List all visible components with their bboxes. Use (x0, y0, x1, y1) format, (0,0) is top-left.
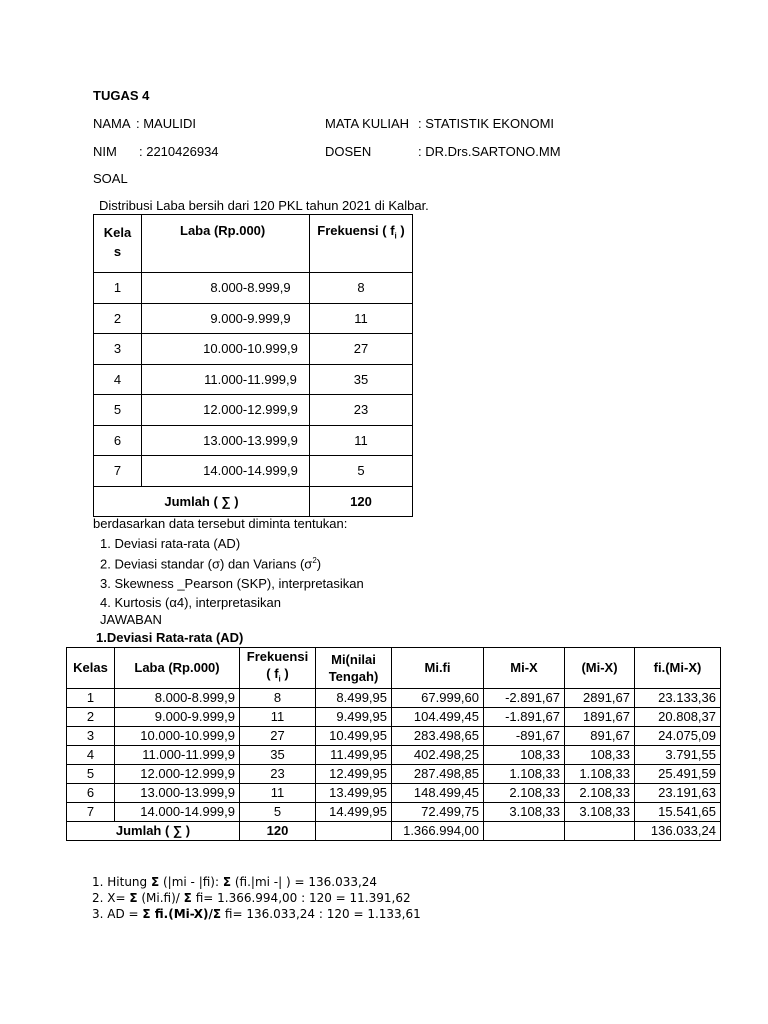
cell-mi: 11.499,95 (316, 745, 392, 764)
cell-mifi: 287.498,85 (392, 764, 484, 783)
cell-f: 11 (310, 425, 413, 456)
table-row (94, 395, 413, 426)
cell-fimix: 20.808,37 (635, 707, 721, 726)
table-row (67, 726, 721, 745)
nim-value: : 2210426934 (139, 144, 219, 159)
cell-mixabs: 3.108,33 (565, 802, 635, 821)
cell-mix: 3.108,33 (484, 802, 565, 821)
t2-total-f: 120 (240, 821, 316, 840)
table-row (67, 745, 721, 764)
dosen-label: DOSEN (325, 144, 372, 159)
cell-mifi: 72.499,75 (392, 802, 484, 821)
cell-f: 5 (240, 802, 316, 821)
cell-mifi: 104.499,45 (392, 707, 484, 726)
t2-total-empty (316, 821, 392, 840)
t2-total-label: Jumlah ( ∑ ) (67, 821, 240, 840)
cell-laba: 9.000-9.999,9 (115, 707, 240, 726)
cell-laba: 10.000-10.999,9 (142, 334, 310, 365)
answer-1: 1. Hitung Σ (|mi - |fi): Σ (fi.|mi -| ) = 136.033,24 (92, 875, 378, 889)
cell-mixabs: 891,67 (565, 726, 635, 745)
table-row (94, 273, 413, 304)
section-title-ad: 1.Deviasi Rata-rata (AD) (96, 630, 244, 645)
page-title: TUGAS 4 (93, 88, 150, 103)
cell-f: 8 (310, 273, 413, 304)
cell-f: 11 (240, 707, 316, 726)
nim-label: NIM (93, 144, 117, 159)
cell-laba: 8.000-8.999,9 (142, 273, 310, 304)
col-header-kelas: Kela s (94, 215, 142, 273)
col-mi: Mi(nilai Tengah) (316, 648, 392, 689)
cell-mix: -1.891,67 (484, 707, 565, 726)
table-row (94, 334, 413, 365)
cell-fimix: 24.075,09 (635, 726, 721, 745)
mata-kuliah-label: MATA KULIAH (325, 116, 410, 131)
table-row (94, 303, 413, 334)
cell-f: 23 (310, 395, 413, 426)
question-3: 3. Skewness _Pearson (SKP), interpretasikan (100, 576, 364, 591)
cell-kelas: 2 (67, 707, 115, 726)
table-row (67, 764, 721, 783)
table-row (67, 707, 721, 726)
cell-kelas: 1 (67, 688, 115, 707)
cell-kelas: 3 (67, 726, 115, 745)
cell-mi: 13.499,95 (316, 783, 392, 802)
cell-mix: 1.108,33 (484, 764, 565, 783)
t2-total-mifi: 1.366.994,00 (392, 821, 484, 840)
distribution-table (93, 214, 413, 517)
soal-label: SOAL (93, 171, 128, 186)
cell-kelas: 5 (67, 764, 115, 783)
cell-f: 11 (240, 783, 316, 802)
jawaban-label: JAWABAN (100, 612, 162, 627)
intro-text: Distribusi Laba bersih dari 120 PKL tahun 2021 di Kalbar. (99, 198, 429, 213)
table-row (94, 456, 413, 487)
col-laba: Laba (Rp.000) (115, 648, 240, 689)
question-1: 1. Deviasi rata-rata (AD) (100, 536, 241, 551)
col-mix: Mi-X (484, 648, 565, 689)
cell-laba: 10.000-10.999,9 (115, 726, 240, 745)
cell-kelas: 4 (94, 364, 142, 395)
cell-mi: 10.499,95 (316, 726, 392, 745)
cell-mix: -891,67 (484, 726, 565, 745)
table-row (94, 425, 413, 456)
cell-laba: 11.000-11.999,9 (115, 745, 240, 764)
nama-value: : MAULIDI (136, 116, 196, 131)
cell-mix: -2.891,67 (484, 688, 565, 707)
cell-mixabs: 108,33 (565, 745, 635, 764)
cell-f: 27 (310, 334, 413, 365)
answer-2: 2. X= Σ (Mi.fi)/ Σ fi= 1.366.994,00 : 120 = 11.391,62 (92, 891, 411, 905)
cell-mi: 9.499,95 (316, 707, 392, 726)
total-value: 120 (310, 486, 413, 517)
cell-laba: 11.000-11.999,9 (142, 364, 310, 395)
cell-fimix: 3.791,55 (635, 745, 721, 764)
cell-laba: 13.000-13.999,9 (142, 425, 310, 456)
cell-f: 23 (240, 764, 316, 783)
table-row (67, 783, 721, 802)
col-frekuensi: Frekuensi ( $f_i$ ) (240, 648, 316, 689)
cell-f: 5 (310, 456, 413, 487)
nama-label: NAMA (93, 116, 131, 131)
cell-laba: 12.000-12.999,9 (115, 764, 240, 783)
table-row (67, 802, 721, 821)
cell-f: 35 (310, 364, 413, 395)
cell-mi: 12.499,95 (316, 764, 392, 783)
mata-kuliah-value: : STATISTIK EKONOMI (418, 116, 555, 131)
col-header-frekuensi: Frekuensi ( $f_i$ ) (310, 215, 413, 273)
cell-mifi: 148.499,45 (392, 783, 484, 802)
cell-fimix: 23.191,63 (635, 783, 721, 802)
col-mifi: Mi.fi (392, 648, 484, 689)
table-row (94, 364, 413, 395)
cell-laba: 8.000-8.999,9 (115, 688, 240, 707)
cell-f: 35 (240, 745, 316, 764)
cell-mixabs: 2891,67 (565, 688, 635, 707)
question-4: 4. Kurtosis (α4), interpretasikan (100, 595, 281, 610)
cell-mixabs: 1891,67 (565, 707, 635, 726)
cell-laba: 9.000-9.999,9 (142, 303, 310, 334)
cell-mi: 14.499,95 (316, 802, 392, 821)
cell-kelas: 1 (94, 273, 142, 304)
cell-kelas: 5 (94, 395, 142, 426)
cell-laba: 14.000-14.999,9 (115, 802, 240, 821)
col-kelas: Kelas (67, 648, 115, 689)
cell-laba: 13.000-13.999,9 (115, 783, 240, 802)
cell-kelas: 4 (67, 745, 115, 764)
total-label: Jumlah ( ∑ ) (94, 486, 310, 517)
table-row (67, 688, 721, 707)
cell-mifi: 67.999,60 (392, 688, 484, 707)
questions-lead: berdasarkan data tersebut diminta tentukan: (93, 516, 348, 531)
cell-laba: 14.000-14.999,9 (142, 456, 310, 487)
cell-kelas: 2 (94, 303, 142, 334)
cell-mi: 8.499,95 (316, 688, 392, 707)
answer-3: 3. AD = Σ fi.(Mi-X)/Σ fi= 136.033,24 : 120 = 1.133,61 (92, 907, 421, 921)
question-2: 2. Deviasi standar (σ) dan Varians $(\sigma^2)$ (100, 556, 322, 572)
col-fimix: fi.(Mi-X) (635, 648, 721, 689)
col-mix-abs: (Mi-X) (565, 648, 635, 689)
cell-mix: 108,33 (484, 745, 565, 764)
cell-mifi: 283.498,65 (392, 726, 484, 745)
cell-mix: 2.108,33 (484, 783, 565, 802)
col-header-laba: Laba (Rp.000) (142, 215, 310, 273)
cell-fimix: 23.133,36 (635, 688, 721, 707)
cell-fimix: 25.491,59 (635, 764, 721, 783)
cell-kelas: 7 (67, 802, 115, 821)
t2-total-empty (484, 821, 565, 840)
cell-mixabs: 1.108,33 (565, 764, 635, 783)
cell-f: 27 (240, 726, 316, 745)
cell-kelas: 6 (94, 425, 142, 456)
cell-mifi: 402.498,25 (392, 745, 484, 764)
cell-f: 11 (310, 303, 413, 334)
cell-mixabs: 2.108,33 (565, 783, 635, 802)
cell-kelas: 6 (67, 783, 115, 802)
cell-kelas: 3 (94, 334, 142, 365)
ad-calculation-table (66, 647, 721, 841)
dosen-value: : DR.Drs.SARTONO.MM (418, 144, 561, 159)
t2-total-empty (565, 821, 635, 840)
t2-total-fimix: 136.033,24 (635, 821, 721, 840)
cell-laba: 12.000-12.999,9 (142, 395, 310, 426)
cell-fimix: 15.541,65 (635, 802, 721, 821)
cell-f: 8 (240, 688, 316, 707)
cell-kelas: 7 (94, 456, 142, 487)
